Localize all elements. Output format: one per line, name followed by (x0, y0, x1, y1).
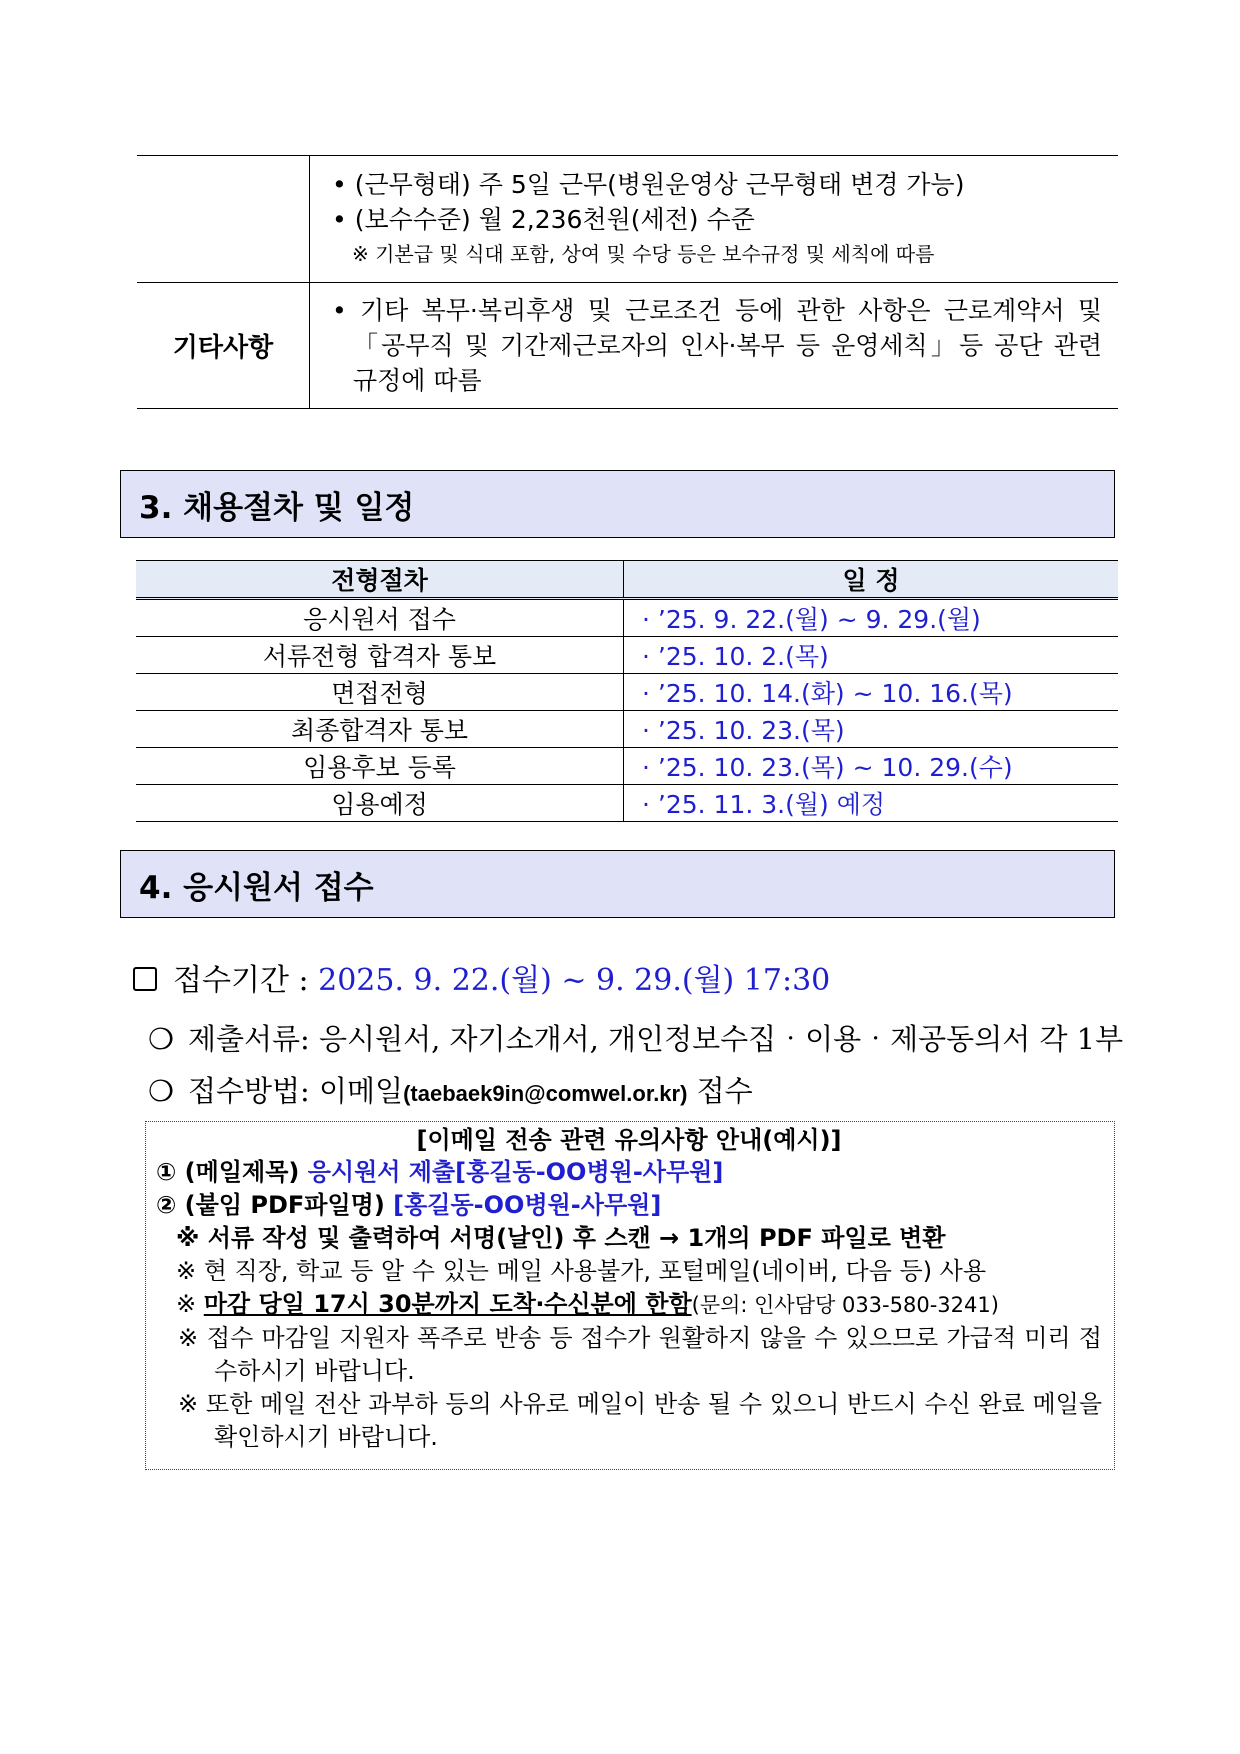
notice-note-1: ※ 서류 작성 및 출력하여 서명(날인) 후 스캔 → 1개의 PDF 파일로 변환 (176, 1224, 946, 1252)
info-row-work (137, 156, 1118, 283)
notice-note-4: ※ 접수 마감일 지원자 폭주로 반송 등 접수가 원활하지 않을 수 있으므로 가급적 미리 접수하시기 바랍니다. (178, 1324, 1102, 1385)
schedule-step: 임용후보 등록 (136, 748, 624, 785)
info-table (137, 155, 1118, 409)
notice-note-3-mark: ※ (176, 1290, 204, 1318)
work-type-line: • (근무형태) 주 5일 근무(병원운영상 근무형태 변경 가능) (332, 170, 965, 199)
table-row (136, 674, 1118, 711)
notice-item-1-prefix: ① (메일제목) (156, 1158, 308, 1186)
schedule-header-date: 일 정 (624, 561, 1119, 599)
notice-item-2-prefix: ② (붙임 PDF파일명) (156, 1191, 394, 1219)
method-prefix: 접수방법: 이메일 (188, 1074, 404, 1108)
notice-note-3-deadline: 마감 당일 17시 30분까지 도착‧수신분에 한함 (203, 1290, 692, 1318)
schedule-step: 면접전형 (136, 674, 624, 711)
section-3-title: 3. 채용절차 및 일정 (139, 489, 415, 526)
info-row-content-etc (310, 283, 1119, 409)
notice-note-2: ※ 현 직장, 학교 등 알 수 있는 메일 사용불가, 포털메일(네이버, 다음 등) 사용 (176, 1257, 987, 1285)
method-line (148, 1069, 753, 1110)
notice-item-2-value: [홍길동-OO병원-사무원] (393, 1191, 662, 1219)
table-row (136, 637, 1118, 674)
info-row-content (310, 156, 1119, 283)
schedule-step: 임용예정 (136, 785, 624, 822)
schedule-header-step: 전형절차 (136, 561, 624, 599)
notice-note-5: ※ 또한 메일 전산 과부하 등의 사유로 메일이 반송 될 수 있으니 반드시 수신 완료 메일을 확인하시기 바랍니다. (178, 1390, 1102, 1451)
table-row (136, 599, 1118, 637)
documents-text: 제출서류: 응시원서, 자기소개서, 개인정보수집‧이용‧제공동의서 각 1부 (188, 1022, 1124, 1056)
email-notice-box (145, 1121, 1115, 1470)
schedule-table (136, 560, 1118, 822)
notice-item-2 (156, 1189, 1102, 1222)
schedule-date: · ’25. 10. 23.(목) ~ 10. 29.(수) (624, 748, 1119, 785)
info-row-label-etc: 기타사항 (137, 283, 310, 409)
schedule-step: 응시원서 접수 (136, 599, 624, 637)
table-row (136, 711, 1118, 748)
info-row-etc (137, 283, 1118, 409)
notice-title: [이메일 전송 관련 유의사항 안내(예시)] (416, 1126, 842, 1154)
table-row (136, 785, 1118, 822)
salary-note: ※ 기본급 및 식대 포함, 상여 및 수당 등은 보수규정 및 세칙에 따름 (352, 242, 935, 266)
table-row (136, 748, 1118, 785)
circle-bullet-icon: ❍ (148, 1074, 174, 1108)
schedule-step: 서류전형 합격자 통보 (136, 637, 624, 674)
documents-line (148, 1017, 1123, 1058)
schedule-date: · ’25. 10. 2.(목) (624, 637, 1119, 674)
schedule-header-row (136, 561, 1118, 599)
section-4-header (120, 850, 1115, 918)
schedule-date: · ’25. 10. 23.(목) (624, 711, 1119, 748)
notice-note-3-contact: (문의: 인사담당 033-580-3241) (691, 1293, 999, 1317)
section-3-header (120, 470, 1115, 538)
circle-bullet-icon: ❍ (148, 1022, 174, 1056)
info-row-label (137, 156, 310, 283)
application-period (133, 955, 830, 999)
checkbox-square-icon (133, 967, 157, 991)
email-address: (taebaek9in@comwel.or.kr) (403, 1081, 688, 1106)
etc-text: • 기타 복무·복리후생 및 근로조건 등에 관한 사항은 근로계약서 및 「공무직 및 기간제근로자의 인사·복무 등 운영세칙」등 공단 관련 규정에 따름 (332, 296, 1102, 395)
schedule-step: 최종합격자 통보 (136, 711, 624, 748)
schedule-date: · ’25. 11. 3.(월) 예정 (624, 785, 1119, 822)
period-label: 접수기간 : (173, 963, 319, 998)
schedule-date: · ’25. 9. 22.(월) ~ 9. 29.(월) (624, 599, 1119, 637)
notice-note-3 (156, 1288, 1102, 1322)
method-suffix: 접수 (687, 1074, 753, 1108)
notice-item-1 (156, 1156, 1102, 1189)
schedule-date: · ’25. 10. 14.(화) ~ 10. 16.(목) (624, 674, 1119, 711)
section-4-title: 4. 응시원서 접수 (139, 869, 374, 906)
period-value: 2025. 9. 22.(월) ~ 9. 29.(월) 17:30 (318, 963, 831, 998)
salary-line: • (보수수준) 월 2,236천원(세전) 수준 (332, 205, 755, 234)
notice-item-1-value: 응시원서 제출[홍길동-OO병원-사무원] (307, 1158, 724, 1186)
